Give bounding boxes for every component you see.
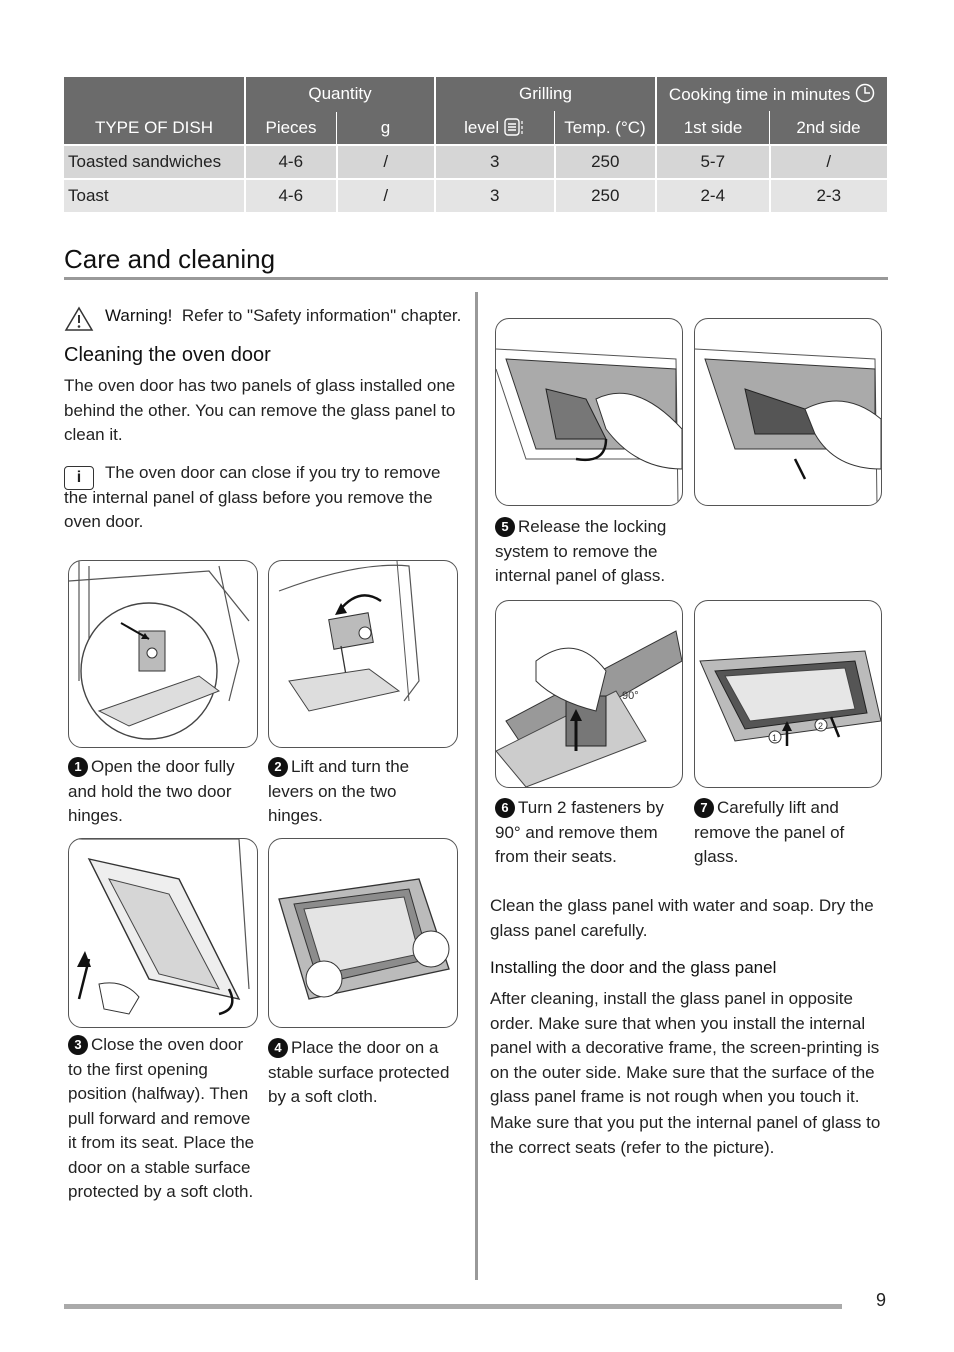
warning-label: Warning! [105, 306, 173, 325]
step-number: 3 [68, 1035, 88, 1055]
step-number: 5 [495, 517, 515, 537]
step-text: Turn 2 fasteners by 90° and remove them from their seats. [495, 798, 664, 866]
step-4-caption [268, 1036, 456, 1110]
grill-level-icon [504, 118, 526, 136]
step-7-caption [694, 796, 884, 870]
header-side1: 1st side [656, 111, 770, 145]
step-5-caption [495, 515, 681, 589]
step-number: 1 [68, 757, 88, 777]
step-text: Carefully lift and remove the panel of glass. [694, 798, 845, 866]
install-text-2: Make sure that you put the internal panel of glass to the correct seats (refer to the picture). [490, 1113, 881, 1157]
cell-side2: 2-3 [770, 179, 888, 212]
header-side2: 2nd side [770, 111, 888, 145]
step-number: 2 [268, 757, 288, 777]
header-quantity: Quantity [245, 77, 435, 111]
figure-step-1 [68, 560, 258, 748]
step-number: 7 [694, 798, 714, 818]
footer-rule [64, 1304, 842, 1309]
figure-step-4 [268, 838, 458, 1028]
cell-level: 3 [435, 145, 555, 179]
cell-level: 3 [435, 179, 555, 212]
header-cooking-time-label: Cooking time in minutes [668, 85, 851, 104]
clean-glass-text: Clean the glass panel with water and soap. Dry the glass panel carefully. [490, 896, 874, 940]
table-row [64, 179, 887, 212]
step-6-caption [495, 796, 685, 870]
warning-icon [64, 306, 94, 332]
cell-temp: 250 [555, 145, 657, 179]
step-text: Close the oven door to the first opening position (halfway). Then pull forward and remove it from its seat. Place the door on a stable surface protected by a soft cloth. [68, 1035, 255, 1201]
cell-dish: Toasted sandwiches [64, 145, 245, 179]
step-text: Open the door fully and hold the two door hinges. [68, 757, 235, 825]
step-3-caption [68, 1033, 256, 1205]
cell-dish: Toast [64, 179, 245, 212]
header-level [435, 111, 555, 145]
angle-label: 90° [622, 690, 639, 702]
header-type-of-dish: TYPE OF DISH [94, 118, 214, 137]
figure-step-7 [694, 600, 882, 788]
figure-step-5b [694, 318, 882, 506]
intro-text: The oven door has two panels of glass installed one behind the other. You can remove the glass panel to clean it. [64, 376, 456, 444]
title-rule [64, 277, 888, 280]
figure-step-6 [495, 600, 683, 788]
cell-side1: 5-7 [656, 145, 770, 179]
step-2-caption [268, 755, 456, 829]
cleaning-door-heading: Cleaning the oven door [64, 344, 271, 366]
cell-temp: 250 [555, 179, 657, 212]
step-text: Place the door on a stable surface protected by a soft cloth. [268, 1038, 450, 1106]
install-heading: Installing the door and the glass panel [490, 958, 777, 977]
step-1-caption [68, 755, 256, 829]
section-title: Care and cleaning [64, 244, 276, 274]
page-number: 9 [876, 1290, 887, 1310]
column-divider [475, 292, 478, 1280]
info-icon: i [64, 466, 94, 490]
step-text: Release the locking system to remove the internal panel of glass. [495, 517, 667, 585]
warning-text: Refer to "Safety information" chapter. [181, 306, 462, 325]
clock-icon [855, 83, 875, 103]
grilling-table [64, 77, 887, 212]
cell-pieces: 4-6 [245, 145, 337, 179]
cell-g: / [337, 179, 436, 212]
step-number: 6 [495, 798, 515, 818]
header-grilling: Grilling [435, 77, 656, 111]
figure-step-5a [495, 318, 683, 506]
info-note: The oven door can close if you try to remove the internal panel of glass before you remove the oven door. [64, 463, 441, 531]
header-g: g [337, 111, 436, 145]
step-number: 4 [268, 1038, 288, 1058]
install-text-1: After cleaning, install the glass panel in opposite order. Make sure that when you install the internal panel with a decorative frame, the screen-printing is on the outer side. Make sure that the surface of the glass panel frame is not rough when you touch it. [490, 989, 880, 1106]
figure-step-3 [68, 838, 258, 1028]
mark-2-label: 2 [818, 721, 824, 731]
step-text: Lift and turn the levers on the two hinges. [268, 757, 410, 825]
cell-g: / [337, 145, 436, 179]
header-temp: Temp. (°C) [555, 111, 657, 145]
cell-side1: 2-4 [656, 179, 770, 212]
cell-pieces: 4-6 [245, 179, 337, 212]
header-cooking-time [656, 77, 887, 111]
header-level-label: level [464, 117, 500, 137]
header-pieces: Pieces [245, 111, 337, 145]
mark-1-label: 1 [772, 733, 778, 743]
cell-side2: / [770, 145, 888, 179]
table-row [64, 145, 887, 179]
figure-step-2 [268, 560, 458, 748]
